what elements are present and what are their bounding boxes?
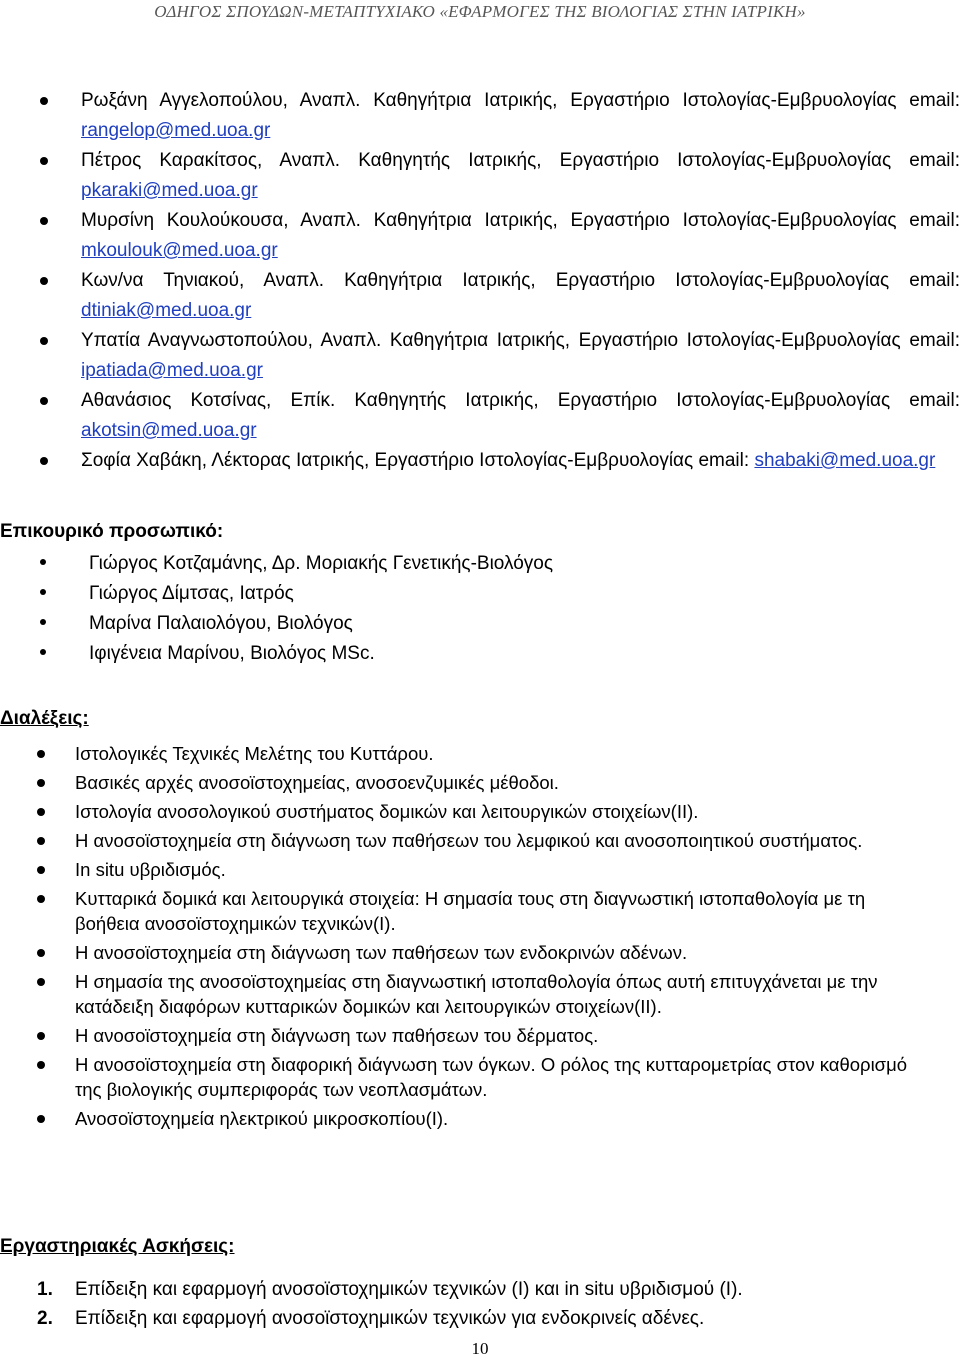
faculty-text: Ρωξάνη Αγγελοπούλου, Αναπλ. Καθηγήτρια Ιατρικής, Εργαστήριο Ιστολογίας-Εμβρυολογίας email: [81,90,960,111]
list-item [40,609,553,639]
page-number: 10 [471,1339,489,1358]
list-item [40,386,960,446]
email-link[interactable]: pkaraki@med.uoa.gr [81,180,258,201]
staff-member: Μαρίνα Παλαιολόγου, Βιολόγος [89,613,353,634]
lectures-list [37,741,917,1135]
list-item [40,446,960,476]
lecture-title: Η σημασία της ανοσοϊστοχημείας στη διαγνωστική ιστοπαθολογία όπως αυτή επιτυγχάνεται με την κατάδειξη διαφόρων κυτταρικών δομικών και λειτουργικών στοιχείων(ΙΙ). [75,971,878,1017]
bullet-icon [37,1032,45,1040]
bullet-icon [40,97,48,105]
list-item [37,1275,937,1304]
list-item [40,146,960,206]
bullet-icon [37,866,45,874]
bullet-icon [40,157,48,165]
bullet-icon [40,457,48,465]
page-header: ΟΔΗΓΟΣ ΣΠΟΥΔΩΝ-ΜΕΤΑΠΤΥΧΙΑΚΟ «ΕΦΑΡΜΟΓΕΣ ΤΗΣ ΒΙΟΛΟΓΙΑΣ ΣΤΗΝ ΙΑΤΡΙΚΗ» [154,2,806,21]
list-item [37,770,917,795]
exercises-heading: Εργαστηριακές Ασκήσεις: [0,1236,235,1257]
lecture-title: Κυτταρικά δομικά και λειτουργικά στοιχεία: Η σημασία τους στη διαγνωστική ιστοπαθολογία με τη βοήθεια ανοσοϊστοχημικών τεχνικών(Ι). [75,888,866,934]
list-item [40,206,960,266]
list-item [37,940,917,965]
faculty-text: Μυρσίνη Κουλούκουσα, Αναπλ. Καθηγήτρια Ιατρικής, Εργαστήριο Ιστολογίας-Εμβρυολογίας email: [81,210,960,231]
email-link[interactable]: ipatiada@med.uoa.gr [81,360,263,381]
exercise-text: Επίδειξη και εφαρμογή ανοσοϊστοχημικών τεχνικών για ενδοκρινείς αδένες. [75,1308,705,1329]
lecture-title: Βασικές αρχές ανοσοϊστοχημείας, ανοσοενζυμικές μέθοδοι. [75,772,559,793]
bullet-icon [40,217,48,225]
bullet-icon [40,397,48,405]
bullet-icon [40,619,46,625]
list-item [37,741,917,766]
list-item [37,1052,917,1102]
list-item [37,857,917,882]
staff-list [40,549,553,669]
staff-heading: Επικουρικό προσωπικό: [0,521,224,542]
bullet-icon [40,559,46,565]
item-number: 1. [37,1279,53,1300]
faculty-text: Σοφία Χαβάκη, Λέκτορας Ιατρικής, Εργαστήριο Ιστολογίας-Εμβρυολογίας email: [81,450,755,471]
lecture-title: Ιστολογικές Τεχνικές Μελέτης του Κυττάρου. [75,743,434,764]
lecture-title: Η ανοσοϊστοχημεία στη διαφορική διάγνωση των όγκων. Ο ρόλος της κυτταρομετρίας στον καθορισμό της βιολογικής συμπεριφοράς των νεοπλασμάτων. [75,1054,908,1100]
email-link[interactable]: akotsin@med.uoa.gr [81,420,257,441]
lecture-title: Η ανοσοϊστοχημεία στη διάγνωση των παθήσεων του δέρματος. [75,1025,599,1046]
email-link[interactable]: dtiniak@med.uoa.gr [81,300,252,321]
bullet-icon [37,1115,45,1123]
bullet-icon [37,1061,45,1069]
bullet-icon [37,949,45,957]
staff-member: Ιφιγένεια Μαρίνου, Βιολόγος MSc. [89,643,375,664]
bullet-icon [40,589,46,595]
faculty-text: Πέτρος Καρακίτσος, Αναπλ. Καθηγητής Ιατρικής, Εργαστήριο Ιστολογίας-Εμβρυολογίας email: [81,150,960,171]
lecture-title: Η ανοσοϊστοχημεία στη διάγνωση των παθήσεων του λεμφικού και ανοσοποιητικού συστήματος. [75,830,863,851]
faculty-list [40,86,960,476]
list-item [37,1106,917,1131]
lecture-title: Ιστολογία ανοσολογικού συστήματος δομικών και λειτουργικών στοιχείων(ΙΙ). [75,801,699,822]
email-link[interactable]: shabaki@med.uoa.gr [754,450,936,471]
staff-member: Γιώργος Κοτζαμάνης, Δρ. Μοριακής Γενετικής-Βιολόγος [89,553,553,574]
exercise-text: Επίδειξη και εφαρμογή ανοσοϊστοχημικών τεχνικών (Ι) και in situ υβριδισμού (Ι). [75,1279,743,1300]
faculty-text: Κων/να Τηνιακού, Αναπλ. Καθηγήτρια Ιατρικής, Εργαστήριο Ιστολογίας-Εμβρυολογίας email: [81,270,960,291]
bullet-icon [37,895,45,903]
exercises-list [37,1275,937,1333]
bullet-icon [37,978,45,986]
list-item [37,799,917,824]
list-item [37,886,917,936]
email-link[interactable]: mkoulouk@med.uoa.gr [81,240,278,261]
item-number: 2. [37,1308,53,1329]
list-item [40,579,553,609]
lecture-title: In situ υβριδισμός. [75,859,226,880]
list-item [40,266,960,326]
staff-member: Γιώργος Δίμτσας, Ιατρός [89,583,294,604]
bullet-icon [40,277,48,285]
bullet-icon [37,808,45,816]
list-item [37,1304,937,1333]
bullet-icon [40,337,48,345]
email-link[interactable]: rangelop@med.uoa.gr [81,120,271,141]
list-item [40,639,553,669]
list-item [40,549,553,579]
bullet-icon [37,837,45,845]
bullet-icon [37,750,45,758]
list-item [40,86,960,146]
lecture-title: Ανοσοϊστοχημεία ηλεκτρικού μικροσκοπίου(Ι). [75,1108,449,1129]
list-item [37,1023,917,1048]
lecture-title: Η ανοσοϊστοχημεία στη διάγνωση των παθήσεων των ενδοκρινών αδένων. [75,942,688,963]
faculty-text: Αθανάσιος Κοτσίνας, Επίκ. Καθηγητής Ιατρικής, Εργαστήριο Ιστολογίας-Εμβρυολογίας email: [81,390,960,411]
bullet-icon [37,779,45,787]
lectures-heading: Διαλέξεις: [0,708,89,729]
list-item [40,326,960,386]
faculty-text: Υπατία Αναγνωστοπούλου, Αναπλ. Καθηγήτρια Ιατρικής, Εργαστήριο Ιστολογίας-Εμβρυολογίας email: [81,330,960,351]
list-item [37,969,917,1019]
bullet-icon [40,649,46,655]
list-item [37,828,917,853]
